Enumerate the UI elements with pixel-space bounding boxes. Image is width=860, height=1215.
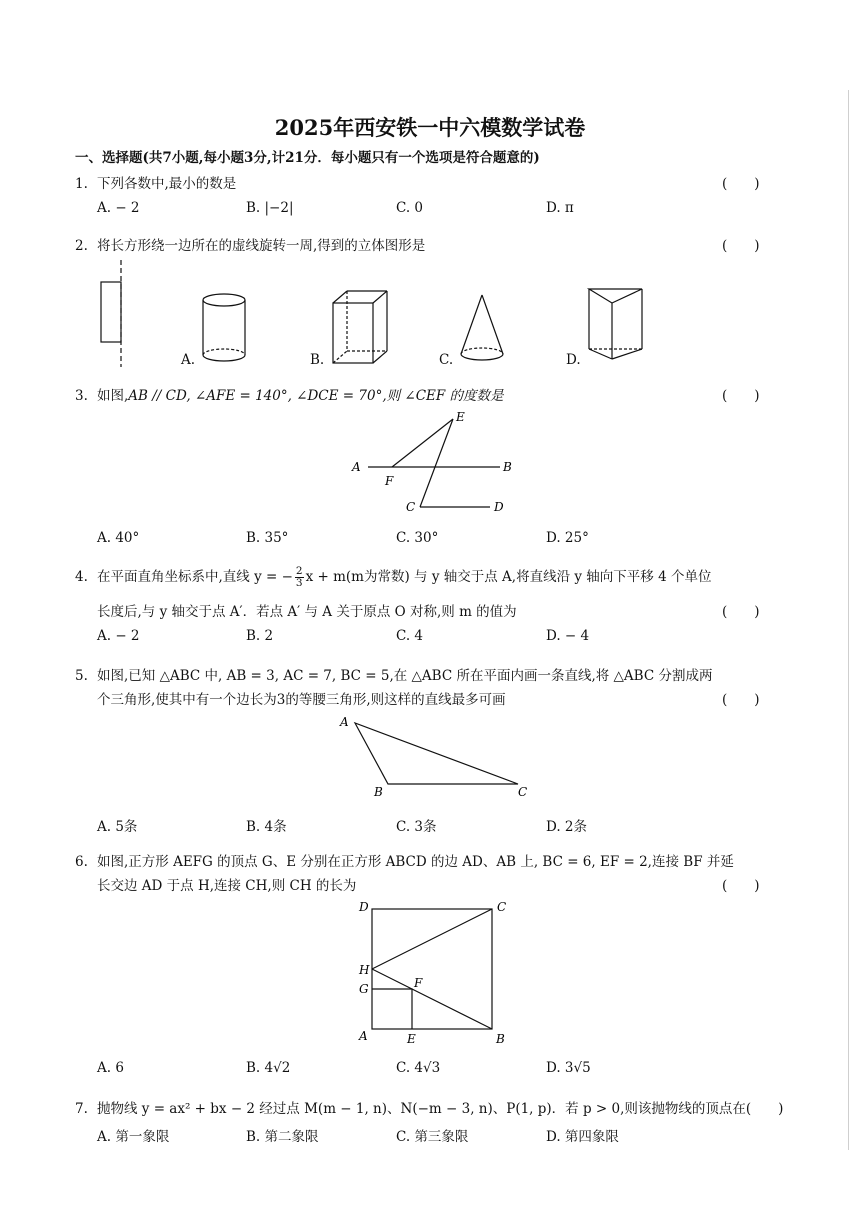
section-heading: 一、选择题(共7小题,每小题3分,计21分．每小题只有一个选项是符合题意的) — [75, 150, 540, 166]
q2-option-b: B. — [310, 352, 325, 368]
q6-option-c: C. 4√3 — [396, 1060, 441, 1076]
question-3-text: AB // CD, ∠AFE = 140°, ∠DCE = 70°,则 ∠CEF 的度数是 — [128, 388, 504, 404]
q6-option-a: A. 6 — [97, 1060, 124, 1076]
q3-label-e: E — [456, 410, 465, 424]
q4-option-b: B. 2 — [246, 628, 274, 644]
question-5-text: 如图,已知 △ABC 中, AB = 3, AC = 7, BC = 5,在 △ABC 所在平面内画一条直线,将 △ABC 分割成两 — [97, 668, 713, 684]
q7-option-d: D. 第四象限 — [546, 1129, 619, 1145]
q6-label-b: B — [496, 1032, 505, 1046]
question-4-line-2: 长度后,与 y 轴交于点 A′．若点 A′ 与 A 关于原点 O 对称,则 m 的值为 — [97, 604, 517, 620]
fraction-two-thirds: $\frac{2}{3}$ — [295, 565, 303, 589]
answer-bracket-5: ( ) — [722, 692, 760, 708]
q6-label-c: C — [497, 900, 507, 914]
q5-option-b: B. 4条 — [246, 819, 287, 835]
question-4: 4. 在平面直角坐标系中,直线 y = − $\frac{2}{3}$ x + m(m为常数) 与 y 轴交于点 A,将直线沿 y 轴向下平移 4 个单位 — [75, 565, 712, 589]
question-5-line-2: 个三角形,使其中有一个边长为3的等腰三角形,则这样的直线最多可画 — [97, 692, 506, 708]
cylinder-figure — [203, 294, 245, 361]
q2-option-c: C. — [439, 352, 454, 368]
q3-label-f: F — [385, 474, 394, 488]
rectangle-with-axis-figure — [101, 260, 121, 367]
q4-option-c: C. 4 — [396, 628, 424, 644]
q5-label-c: C — [518, 785, 528, 799]
q5-label-b: B — [374, 785, 383, 799]
q1-option-d: D. π — [546, 200, 574, 216]
q3-label-b: B — [503, 460, 512, 474]
q2-figures — [0, 255, 860, 375]
q2-option-a: A. — [181, 352, 196, 368]
q3-label-a: A — [352, 460, 361, 474]
question-3: 3. 如图,AB // CD, ∠AFE = 140°, ∠DCE = 70°,则 ∠CEF 的度数是 — [75, 388, 504, 404]
q7-option-c: C. 第三象限 — [396, 1129, 469, 1145]
question-5: 5. 如图,已知 △ABC 中, AB = 3, AC = 7, BC = 5,在 △ABC 所在平面内画一条直线,将 △ABC 分割成两 — [75, 668, 713, 684]
q1-option-b: B. |−2| — [246, 200, 294, 216]
q6-label-a: A — [359, 1029, 368, 1043]
question-6: 6. 如图,正方形 AEFG 的顶点 G、E 分别在正方形 ABCD 的边 AD、AB 上, BC = 6, EF = 2,连接 BF 并延 — [75, 854, 734, 870]
q3-figure — [340, 405, 530, 520]
q3-option-b: B. 35° — [246, 530, 289, 546]
triangular-prism-figure — [589, 289, 642, 359]
q4-option-a: A. − 2 — [97, 628, 140, 644]
q7-option-b: B. 第二象限 — [246, 1129, 319, 1145]
q5-option-c: C. 3条 — [396, 819, 437, 835]
q3-option-a: A. 40° — [97, 530, 140, 546]
q3-option-d: D. 25° — [546, 530, 589, 546]
answer-bracket-1: ( ) — [722, 176, 760, 192]
question-6-text: 如图,正方形 AEFG 的顶点 G、E 分别在正方形 ABCD 的边 AD、AB 上, BC = 6, EF = 2,连接 BF 并延 — [97, 854, 734, 870]
q1-option-c: C. 0 — [396, 200, 424, 216]
question-6-line-2: 长交边 AD 于点 H,连接 CH,则 CH 的长为 — [97, 878, 357, 894]
q5-label-a: A — [340, 715, 349, 729]
answer-bracket-2: ( ) — [722, 238, 760, 254]
question-2-text: 将长方形绕一边所在的虚线旋转一周,得到的立体图形是 — [97, 238, 426, 254]
q3-label-c: C — [406, 500, 416, 514]
answer-bracket-6: ( ) — [722, 878, 760, 894]
page-title: 2025年西安铁一中六模数学试卷 — [274, 115, 586, 140]
page-edge-line — [848, 90, 849, 1150]
q3-option-c: C. 30° — [396, 530, 439, 546]
q6-label-h: H — [359, 963, 370, 977]
q6-figure — [350, 895, 525, 1055]
cuboid-figure — [333, 291, 387, 363]
question-1-text: 下列各数中,最小的数是 — [97, 176, 237, 192]
question-1: 1. 下列各数中,最小的数是 — [75, 176, 237, 192]
q1-option-a: A. − 2 — [97, 200, 140, 216]
q3-label-d: D — [494, 500, 504, 514]
cone-figure — [461, 295, 503, 360]
answer-bracket-4: ( ) — [722, 604, 760, 620]
answer-bracket-3: ( ) — [722, 388, 760, 404]
q6-option-d: D. 3√5 — [546, 1060, 591, 1076]
q5-figure — [330, 708, 540, 803]
q5-option-d: D. 2条 — [546, 819, 588, 835]
q5-option-a: A. 5条 — [97, 819, 138, 835]
q7-option-a: A. 第一象限 — [97, 1129, 170, 1145]
answer-bracket-7: ( ) — [745, 1101, 784, 1117]
question-7: 7. 抛物线 y = ax² + bx − 2 经过点 M(m − 1, n)、N(−m − 3, n)、P(1, p)．若 p > 0,则该抛物线的顶点在( ) — [75, 1101, 784, 1117]
question-7-text: 抛物线 y = ax² + bx − 2 经过点 M(m − 1, n)、N(−m − 3, n)、P(1, p)．若 p > 0,则该抛物线的顶点在 — [97, 1101, 746, 1117]
q6-label-f: F — [414, 976, 423, 990]
q6-label-e: E — [407, 1032, 416, 1046]
q6-option-b: B. 4√2 — [246, 1060, 291, 1076]
q4-option-d: D. − 4 — [546, 628, 590, 644]
q2-option-d: D. — [566, 352, 581, 368]
q6-label-g: G — [359, 982, 369, 996]
q6-label-d: D — [359, 900, 369, 914]
question-2: 2. 将长方形绕一边所在的虚线旋转一周,得到的立体图形是 — [75, 238, 426, 254]
